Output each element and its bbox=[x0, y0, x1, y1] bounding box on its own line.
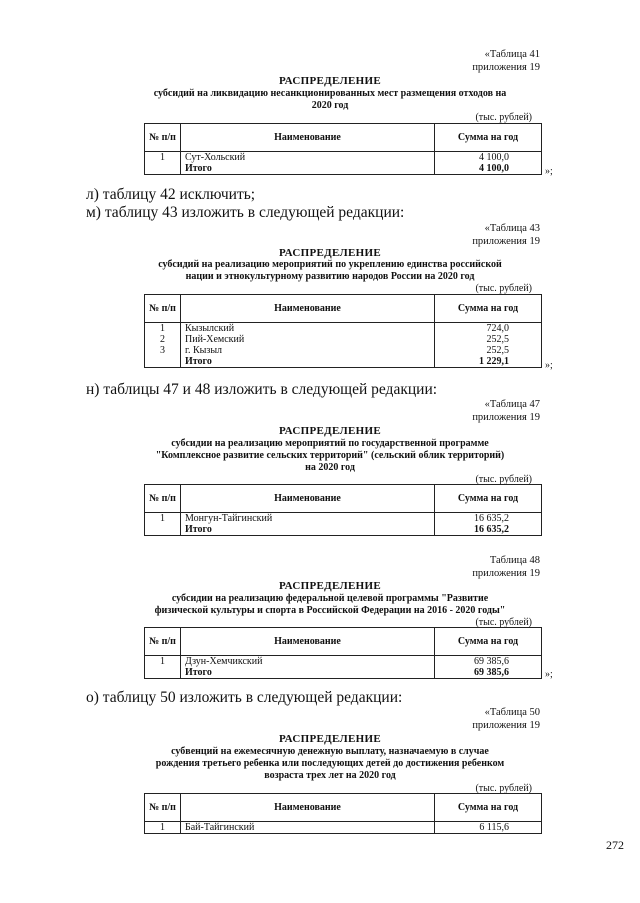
table-47-head-name: Наименование bbox=[181, 485, 435, 513]
row-number: 1 bbox=[145, 822, 181, 834]
quote-close: »; bbox=[545, 360, 553, 371]
table-43-ref-line1: «Таблица 43 bbox=[484, 223, 540, 234]
total-label: Итого bbox=[185, 524, 212, 535]
table-row bbox=[145, 822, 542, 834]
table-41-head-num: № п/п bbox=[145, 124, 181, 152]
table-50-title: РАСПРЕДЕЛЕНИЕ bbox=[279, 733, 381, 745]
table-48-head-num: № п/п bbox=[145, 628, 181, 656]
total-label: Итого bbox=[185, 667, 212, 678]
table-48-ref-line1: Таблица 48 bbox=[489, 555, 540, 566]
table-47-ref-line2: приложения 19 bbox=[472, 412, 540, 423]
table-50-subtitle-line3: возраста трех лет на 2020 год bbox=[264, 770, 396, 781]
table-41-unit: (тыс. рублей) bbox=[475, 112, 532, 123]
table-41-title: РАСПРЕДЕЛЕНИЕ bbox=[279, 75, 381, 87]
table-48-head-sum: Сумма на год bbox=[435, 628, 542, 656]
total-value: 4 100,0 bbox=[479, 163, 509, 174]
row-number: 1 bbox=[145, 513, 181, 536]
table-47-subtitle-line2: "Комплексное развитие сельских территорий" (сельский облик территорий) bbox=[155, 450, 505, 461]
table-50-subtitle-line1: субвенций на ежемесячную денежную выплату, назначаемую в случае bbox=[171, 746, 489, 757]
row-number: 2 bbox=[160, 334, 165, 345]
table-row bbox=[145, 513, 542, 536]
table-48-head-name: Наименование bbox=[181, 628, 435, 656]
table-48-subtitle-line1: субсидии на реализацию федеральной целевой программы "Развитие bbox=[171, 593, 489, 604]
table-50-ref-line1: «Таблица 50 bbox=[484, 707, 540, 718]
table-43-head-name: Наименование bbox=[181, 295, 435, 323]
table-47-title: РАСПРЕДЕЛЕНИЕ bbox=[279, 425, 381, 437]
table-41-ref-line2: приложения 19 bbox=[472, 62, 540, 73]
table-41-head-sum: Сумма на год bbox=[435, 124, 542, 152]
total-value: 69 385,6 bbox=[474, 667, 509, 678]
row-value: 252,5 bbox=[486, 334, 509, 345]
table-43-subtitle-line2: нации и этнокультурному развитию народов России на 2020 год bbox=[185, 271, 475, 282]
table-50-head-sum: Сумма на год bbox=[435, 794, 542, 822]
row-value: 4 100,0 bbox=[479, 152, 509, 163]
table-50-subtitle-line2: рождения третьего ребенка или последующих детей до достижения ребенком bbox=[155, 758, 505, 769]
total-value: 16 635,2 bbox=[474, 524, 509, 535]
table-row bbox=[145, 152, 542, 175]
table-47-subtitle-line1: субсидии на реализацию мероприятий по государственной программе bbox=[171, 438, 489, 449]
table-48-ref-line2: приложения 19 bbox=[472, 568, 540, 579]
table-43-subtitle-line1: субсидий на реализацию мероприятий по укреплению единства российской bbox=[158, 259, 502, 270]
table-50 bbox=[144, 793, 542, 834]
table-47-head-sum: Сумма на год bbox=[435, 485, 542, 513]
table-41 bbox=[144, 123, 542, 175]
row-value: 6 115,6 bbox=[435, 822, 542, 834]
table-row bbox=[145, 323, 542, 368]
total-label: Итого bbox=[185, 356, 212, 367]
row-number: 3 bbox=[160, 345, 165, 356]
paragraph-l: л) таблицу 42 исключить; bbox=[86, 186, 256, 203]
row-name: Дзун-Хемчикский bbox=[185, 656, 263, 667]
paragraph-n: н) таблицы 47 и 48 изложить в следующей редакции: bbox=[86, 381, 438, 398]
table-48 bbox=[144, 627, 542, 679]
table-50-head-num: № п/п bbox=[145, 794, 181, 822]
table-50-head-name: Наименование bbox=[181, 794, 435, 822]
table-43-ref-line2: приложения 19 bbox=[472, 236, 540, 247]
table-41-ref-line1: «Таблица 41 bbox=[484, 49, 540, 60]
quote-close: »; bbox=[545, 669, 553, 680]
table-43-head-num: № п/п bbox=[145, 295, 181, 323]
paragraph-o: о) таблицу 50 изложить в следующей редакции: bbox=[86, 689, 403, 706]
row-number: 1 bbox=[160, 323, 165, 334]
table-row bbox=[145, 656, 542, 679]
table-50-unit: (тыс. рублей) bbox=[475, 783, 532, 794]
row-number: 1 bbox=[145, 152, 181, 175]
table-43-head-sum: Сумма на год bbox=[435, 295, 542, 323]
page-number: 272 bbox=[606, 838, 624, 852]
row-value: 16 635,2 bbox=[474, 513, 509, 524]
table-47-head-num: № п/п bbox=[145, 485, 181, 513]
row-name: г. Кызыл bbox=[185, 345, 223, 356]
table-47-subtitle-line3: на 2020 год bbox=[305, 462, 355, 473]
table-43-title: РАСПРЕДЕЛЕНИЕ bbox=[279, 247, 381, 259]
table-41-subtitle-line1: субсидий на ликвидацию несанкционированных мест размещения отходов на bbox=[153, 88, 507, 99]
row-value: 69 385,6 bbox=[474, 656, 509, 667]
row-value: 724,0 bbox=[486, 323, 509, 334]
paragraph-m: м) таблицу 43 изложить в следующей редакции: bbox=[86, 204, 405, 221]
row-name: Кызылский bbox=[185, 323, 235, 334]
table-48-unit: (тыс. рублей) bbox=[475, 617, 532, 628]
table-47 bbox=[144, 484, 542, 536]
table-41-head-name: Наименование bbox=[181, 124, 435, 152]
row-number: 1 bbox=[145, 656, 181, 679]
total-value: 1 229,1 bbox=[479, 356, 509, 367]
row-name: Пий-Хемский bbox=[185, 334, 245, 345]
table-43-unit: (тыс. рублей) bbox=[475, 283, 532, 294]
table-47-unit: (тыс. рублей) bbox=[475, 474, 532, 485]
table-50-ref-line2: приложения 19 bbox=[472, 720, 540, 731]
table-48-subtitle-line2: физической культуры и спорта в Российской Федерации на 2016 - 2020 годы" bbox=[154, 605, 506, 616]
table-43 bbox=[144, 294, 542, 368]
row-name: Монгун-Тайгинский bbox=[185, 513, 273, 524]
table-47-ref-line1: «Таблица 47 bbox=[484, 399, 540, 410]
table-41-subtitle-line2: 2020 год bbox=[311, 100, 349, 111]
total-label: Итого bbox=[185, 163, 212, 174]
row-value: 252,5 bbox=[486, 345, 509, 356]
quote-close: »; bbox=[545, 166, 553, 177]
table-48-title: РАСПРЕДЕЛЕНИЕ bbox=[279, 580, 381, 592]
row-name: Бай-Тайгинский bbox=[181, 822, 435, 834]
row-name: Сут-Хольский bbox=[185, 152, 246, 163]
